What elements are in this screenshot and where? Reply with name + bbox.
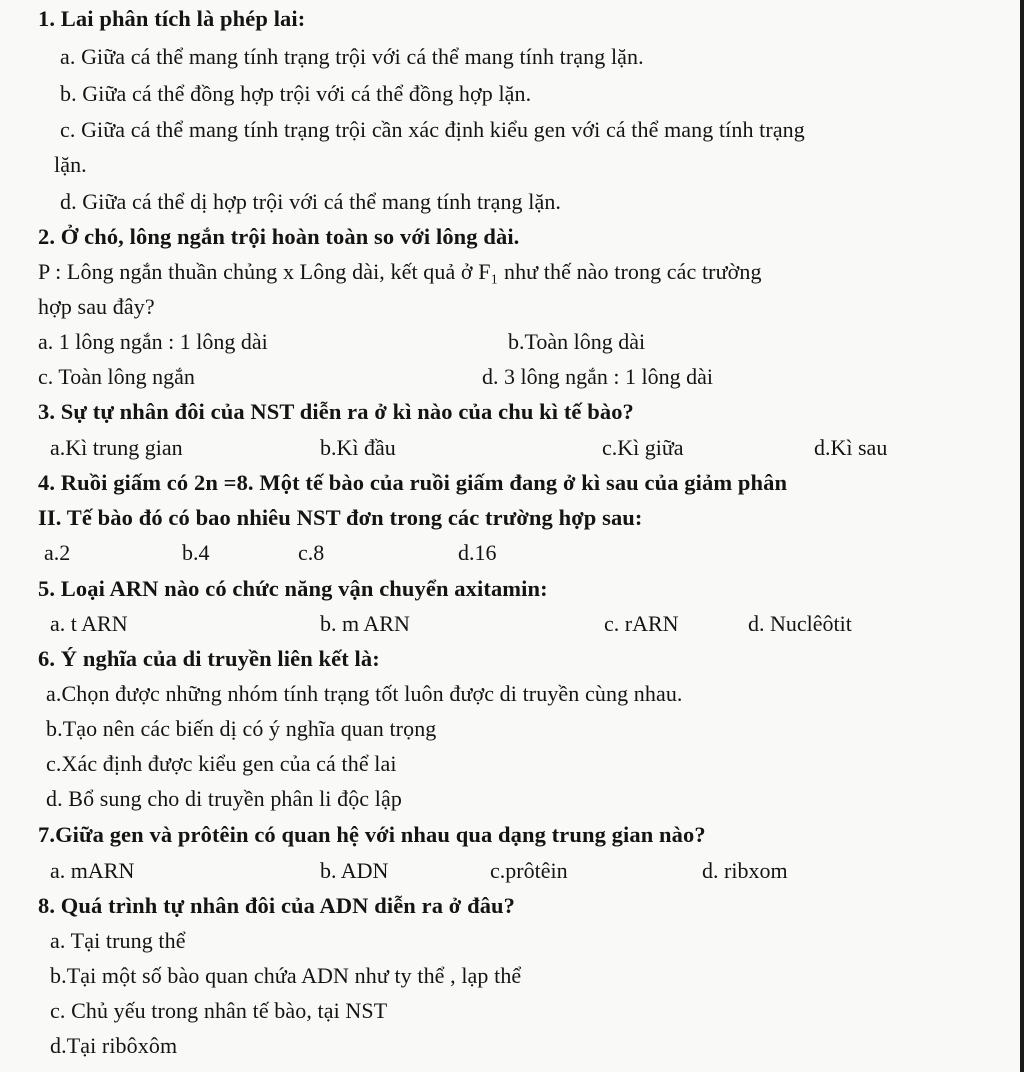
- question-4-option-b: b.4: [182, 540, 210, 565]
- question-7-title: 7.Giữa gen và prôtêin có quan hệ với nhau qua dạng trung gian nào?: [38, 822, 706, 847]
- question-2-title: 2. Ở chó, lông ngắn trội hoàn toàn so với lông dài.: [38, 224, 520, 249]
- question-3-option-c: c.Kì giữa: [602, 435, 684, 460]
- question-1-option-d: d. Giữa cá thể dị hợp trội với cá thể mang tính trạng lặn.: [60, 189, 562, 214]
- question-5-option-a: a. t ARN: [50, 611, 128, 636]
- question-3-title: 3. Sự tự nhân đôi của NST diễn ra ở kì nào của chu kì tế bào?: [38, 399, 634, 424]
- question-3-option-a: a.Kì trung gian: [50, 435, 183, 460]
- question-2-stem-line2: hợp sau đây?: [38, 294, 155, 319]
- question-6-option-d: d. Bổ sung cho di truyền phân li độc lập: [46, 786, 402, 811]
- question-4-title-line2: II. Tế bào đó có bao nhiêu NST đơn trong các trường hợp sau:: [38, 505, 643, 530]
- question-2-stem-line1: P : Lông ngắn thuần chủng x Lông dài, kết quả ở F₁ như thế nào trong các trường: [38, 259, 762, 284]
- question-4-option-a: a.2: [44, 540, 71, 565]
- question-2-option-a: a. 1 lông ngắn : 1 lông dài: [38, 329, 268, 354]
- question-2-option-c: c. Toàn lông ngắn: [38, 364, 195, 389]
- question-5-title: 5. Loại ARN nào có chức năng vận chuyển axitamin:: [38, 576, 548, 601]
- question-8-title: 8. Quá trình tự nhân đôi của ADN diễn ra ở đâu?: [38, 893, 516, 918]
- question-5-option-b: b. m ARN: [320, 611, 410, 636]
- question-8-option-a: a. Tại trung thể: [50, 928, 186, 953]
- question-7-option-b: b. ADN: [320, 858, 389, 883]
- question-5-option-c: c. rARN: [604, 611, 679, 636]
- question-1-option-b: b. Giữa cá thể đồng hợp trội với cá thể đồng hợp lặn.: [60, 81, 532, 106]
- question-1-option-c: c. Giữa cá thể mang tính trạng trội cần xác định kiểu gen với cá thể mang tính trạng: [60, 117, 805, 142]
- question-4-title-line1: 4. Ruồi giấm có 2n =8. Một tế bào của ruồi giấm đang ở kì sau của giảm phân: [38, 470, 788, 495]
- question-6-option-a: a.Chọn được những nhóm tính trạng tốt luôn được di truyền cùng nhau.: [46, 681, 683, 706]
- question-2-option-d: d. 3 lông ngắn : 1 lông dài: [482, 364, 713, 389]
- question-1-option-c-continued: lặn.: [54, 152, 87, 177]
- question-6-title: 6. Ý nghĩa của di truyền liên kết là:: [38, 646, 380, 671]
- question-6-option-c: c.Xác định được kiểu gen của cá thể lai: [46, 751, 397, 776]
- question-1-title: 1. Lai phân tích là phép lai:: [38, 6, 306, 31]
- question-8-option-b: b.Tại một số bào quan chứa ADN như ty thể , lạp thể: [50, 963, 522, 988]
- question-6-option-b: b.Tạo nên các biến dị có ý nghĩa quan trọng: [46, 716, 437, 741]
- page-edge-border: [1020, 0, 1024, 1072]
- question-7-option-c: c.prôtêin: [490, 858, 568, 883]
- question-3-option-b: b.Kì đầu: [320, 435, 396, 460]
- question-3-option-d: d.Kì sau: [814, 435, 888, 460]
- question-8-option-c: c. Chủ yếu trong nhân tế bào, tại NST: [50, 998, 388, 1023]
- question-4-option-d: d.16: [458, 540, 497, 565]
- question-7-option-a: a. mARN: [50, 858, 135, 883]
- question-4-option-c: c.8: [298, 540, 325, 565]
- question-8-option-d: d.Tại ribôxôm: [50, 1033, 178, 1058]
- question-2-option-b: b.Toàn lông dài: [508, 329, 646, 354]
- question-5-option-d: d. Nuclêôtit: [748, 611, 852, 636]
- question-7-option-d: d. ribxom: [702, 858, 788, 883]
- question-1-option-a: a. Giữa cá thể mang tính trạng trội với cá thể mang tính trạng lặn.: [60, 44, 644, 69]
